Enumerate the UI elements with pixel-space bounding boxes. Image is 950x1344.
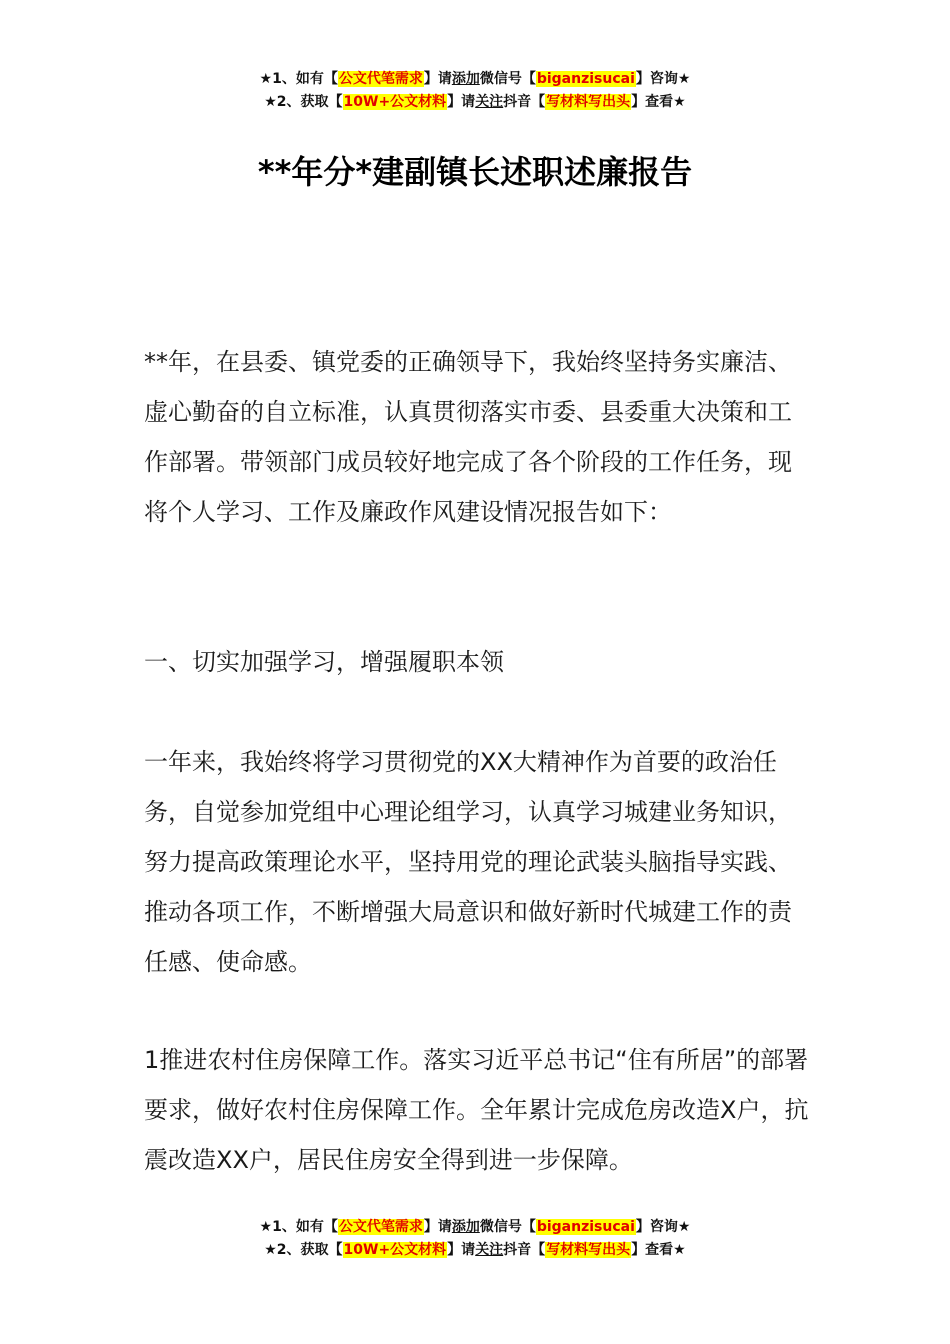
douyin-id: 写材料写出头 (546, 1242, 631, 1258)
douyin-id: 写材料写出头 (546, 94, 631, 110)
promo-line-2: ★2、获取【10W+公文材料】请关注抖音【写材料写出头】查看★ (264, 1242, 686, 1258)
wechat-id: biganzisucai (536, 1219, 635, 1235)
highlight-text: 10W+公文材料 (343, 1242, 447, 1258)
document-title: **年分*建副镇长述职述廉报告 (257, 153, 693, 191)
highlight-text: 公文代笔需求 (338, 1219, 423, 1235)
top-promo-banner (0, 68, 950, 114)
promo-line-1: ★1、如有【公文代笔需求】请添加微信号【biganzisucai】咨询★ (259, 71, 691, 87)
promo-line-2: ★2、获取【10W+公文材料】请关注抖音【写材料写出头】查看★ (264, 94, 686, 110)
bottom-promo-banner (0, 1216, 950, 1262)
paragraph-housing: 1推进农村住房保障工作。落实习近平总书记“住有所居”的部署要求，做好农村住房保障工作。全年累计完成危房改造X户，抗震改造XX户，居民住房安全得到进一步保障。 (144, 1046, 809, 1174)
wechat-id: biganzisucai (536, 71, 635, 87)
section-heading: 一、切实加强学习，增强履职本领 (144, 648, 504, 676)
paragraph-study: 一年来，我始终将学习贯彻党的XX大精神作为首要的政治任务，自觉参加党组中心理论组学习，认真学习城建业务知识，努力提高政策理论水平，坚持用党的理论武装头脑指导实践、推动各项工作，不断增强大局意识和做好新时代城建工作的责任感、使命感。 (144, 748, 792, 976)
highlight-text: 公文代笔需求 (338, 71, 423, 87)
promo-line-1: ★1、如有【公文代笔需求】请添加微信号【biganzisucai】咨询★ (259, 1219, 691, 1235)
highlight-text: 10W+公文材料 (343, 94, 447, 110)
paragraph-intro: **年，在县委、镇党委的正确领导下，我始终坚持务实廉洁、虚心勤奋的自立标准，认真贯彻落实市委、县委重大决策和工作部署。带领部门成员较好地完成了各个阶段的工作任务，现将个人学习、工作及廉政作风建设情况报告如下： (144, 348, 792, 526)
